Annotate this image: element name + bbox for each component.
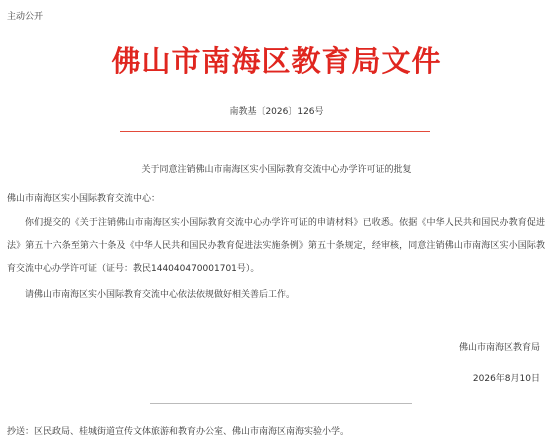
- disclosure-label: 主动公开: [7, 12, 44, 22]
- document-number: 南教基〔2026〕126号: [229, 107, 324, 117]
- body-paragraph: 请佛山市南海区实小国际教育交流中心依法依规做好相关善后工作。: [25, 290, 296, 300]
- issue-date: 2026年8月10日: [472, 374, 540, 384]
- red-divider: [120, 131, 430, 132]
- body-paragraph: 你们提交的《关于注销佛山市南海区实小国际教育交流中心办学许可证的申请材料》已收悉。依据《中华人民共和国民办教育促进法》第五十六条至第六十条及《中华人民共和国民办教育促进法实施条例》第五十条规定，经审核，同意注销佛山市南海区实小国际教育交流中心办学许可证（证号：教民144040470001701号）。: [7, 218, 545, 274]
- gray-divider: [150, 403, 412, 404]
- issuer-signature: 佛山市南海区教育局: [458, 343, 540, 353]
- document-title: 佛山市南海区教育局文件: [111, 44, 442, 78]
- cc-list: 抄送：区民政局、桂城街道宣传文体旅游和教育办公室、佛山市南海区南海实验小学。: [7, 427, 350, 437]
- addressee: 佛山市南海区实小国际教育交流中心：: [7, 194, 161, 204]
- document-subject: 关于同意注销佛山市南海区实小国际教育交流中心办学许可证的批复: [141, 165, 412, 175]
